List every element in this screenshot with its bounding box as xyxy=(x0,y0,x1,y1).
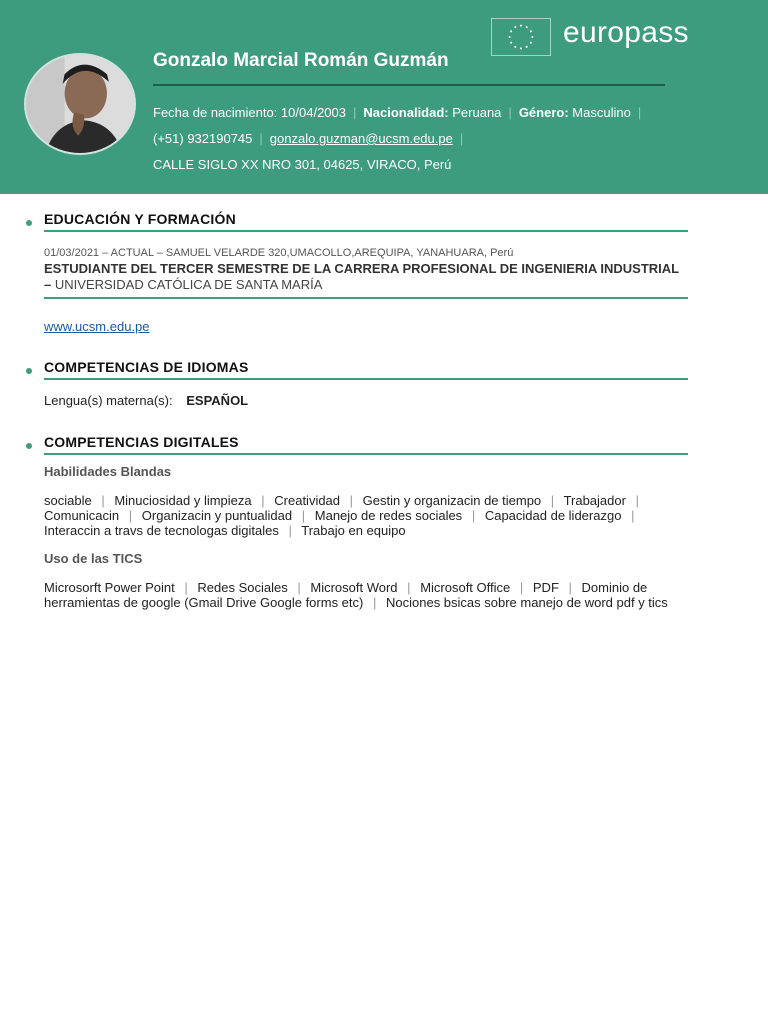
skill-separator: | xyxy=(261,493,265,508)
section-bullet xyxy=(26,368,32,374)
mother-tongue-row xyxy=(44,393,248,408)
skill-separator: | xyxy=(471,508,476,523)
europass-logo: europass xyxy=(563,16,689,49)
address-line: CALLE SIGLO XX NRO 301, 04625, VIRACO, Perú xyxy=(153,157,452,172)
skill-item: Microsoft Word xyxy=(310,580,398,595)
skill-separator: | xyxy=(550,493,555,508)
header-band xyxy=(0,0,768,194)
skill-item: Interaccin a travs de tecnologas digitales xyxy=(44,523,279,538)
tics-skills-list xyxy=(44,580,694,610)
skill-item: Capacidad de liderazgo xyxy=(484,508,622,523)
skill-separator: | xyxy=(288,523,292,538)
university-website-link[interactable]: www.ucsm.edu.pe xyxy=(44,319,150,334)
education-section xyxy=(44,211,688,232)
section-bullet xyxy=(26,443,32,449)
skill-separator: | xyxy=(407,580,411,595)
mother-tongue-label: Lengua(s) materna(s): xyxy=(44,393,173,408)
skill-separator: | xyxy=(568,580,572,595)
personal-info-line: Fecha de nacimiento: 10/04/2003 | Nacionalidad: Peruana | Género: Masculino | xyxy=(153,105,642,120)
education-title: EDUCACIÓN Y FORMACIÓN xyxy=(44,211,688,232)
skill-separator: | xyxy=(101,493,105,508)
soft-skills-list xyxy=(44,493,694,538)
education-meta: 01/03/2021 – ACTUAL – SAMUEL VELARDE 320,UMACOLLO,AREQUIPA, YANAHUARA, Perú xyxy=(44,247,514,259)
birth-label: Fecha de nacimiento: xyxy=(153,105,278,120)
skill-item: Organizacin y puntualidad xyxy=(141,508,293,523)
eu-flag-icon xyxy=(491,18,551,56)
mother-tongue-value: ESPAÑOL xyxy=(186,393,249,408)
skill-item: Comunicacin xyxy=(44,508,120,523)
education-degree xyxy=(44,261,688,293)
skill-item: Manejo de redes sociales xyxy=(314,508,463,523)
skill-item: Creatividad xyxy=(274,493,341,508)
profile-photo xyxy=(24,53,136,155)
birth-value: 10/04/2003 xyxy=(280,105,346,120)
skill-item: sociable xyxy=(44,493,92,508)
name-divider xyxy=(153,84,665,86)
skill-separator: | xyxy=(631,508,635,523)
languages-section xyxy=(44,359,688,380)
section-bullet xyxy=(26,220,32,226)
soft-skills-heading: Habilidades Blandas xyxy=(44,464,172,479)
digital-title: COMPETENCIAS DIGITALES xyxy=(44,434,688,455)
nationality-value: Peruana xyxy=(452,105,502,120)
digital-section xyxy=(44,434,688,455)
skill-item: PDF xyxy=(532,580,559,595)
skill-separator: | xyxy=(519,580,524,595)
languages-title: COMPETENCIAS DE IDIOMAS xyxy=(44,359,688,380)
skill-item: Trabajador xyxy=(563,493,626,508)
full-name: Gonzalo Marcial Román Guzmán xyxy=(153,50,449,71)
skill-separator: | xyxy=(128,508,133,523)
skill-separator: | xyxy=(372,595,377,610)
skill-separator: | xyxy=(184,580,188,595)
skill-item: Trabajo en equipo xyxy=(301,523,406,538)
gender-label: Género: xyxy=(518,105,569,120)
institution-name: UNIVERSIDAD CATÓLICA DE SANTA MARÍA xyxy=(54,277,323,292)
skill-item: Gestin y organizacin de tiempo xyxy=(362,493,542,508)
email-link[interactable]: gonzalo.guzman@ucsm.edu.pe xyxy=(269,131,453,146)
skill-separator: | xyxy=(297,580,301,595)
person-photo-icon xyxy=(26,55,134,153)
contact-line: (+51) 932190745 | gonzalo.guzman@ucsm.edu.pe | xyxy=(153,131,464,146)
skill-item: Minuciosidad y limpieza xyxy=(114,493,252,508)
education-divider xyxy=(44,297,688,299)
skill-item: Redes Sociales xyxy=(197,580,288,595)
gender-value: Masculino xyxy=(572,105,631,120)
skill-item: Microsoft Office xyxy=(420,580,511,595)
skill-item: Microsorft Power Point xyxy=(44,580,175,595)
skill-item: Dominio de herramientas de google (Gmail Drive Google forms etc) xyxy=(44,580,648,610)
skill-separator: | xyxy=(349,493,354,508)
skill-separator: | xyxy=(635,493,639,508)
degree-title: ESTUDIANTE DEL TERCER SEMESTRE DE LA CARRERA PROFESIONAL DE INGENIERIA INDUSTRIAL – xyxy=(44,261,679,292)
nationality-label: Nacionalidad: xyxy=(363,105,449,120)
phone-number: (+51) 932190745 xyxy=(153,131,253,146)
skill-separator: | xyxy=(301,508,306,523)
tics-heading: Uso de las TICS xyxy=(44,551,143,566)
skill-item: Nociones bsicas sobre manejo de word pdf y tics xyxy=(386,595,668,610)
